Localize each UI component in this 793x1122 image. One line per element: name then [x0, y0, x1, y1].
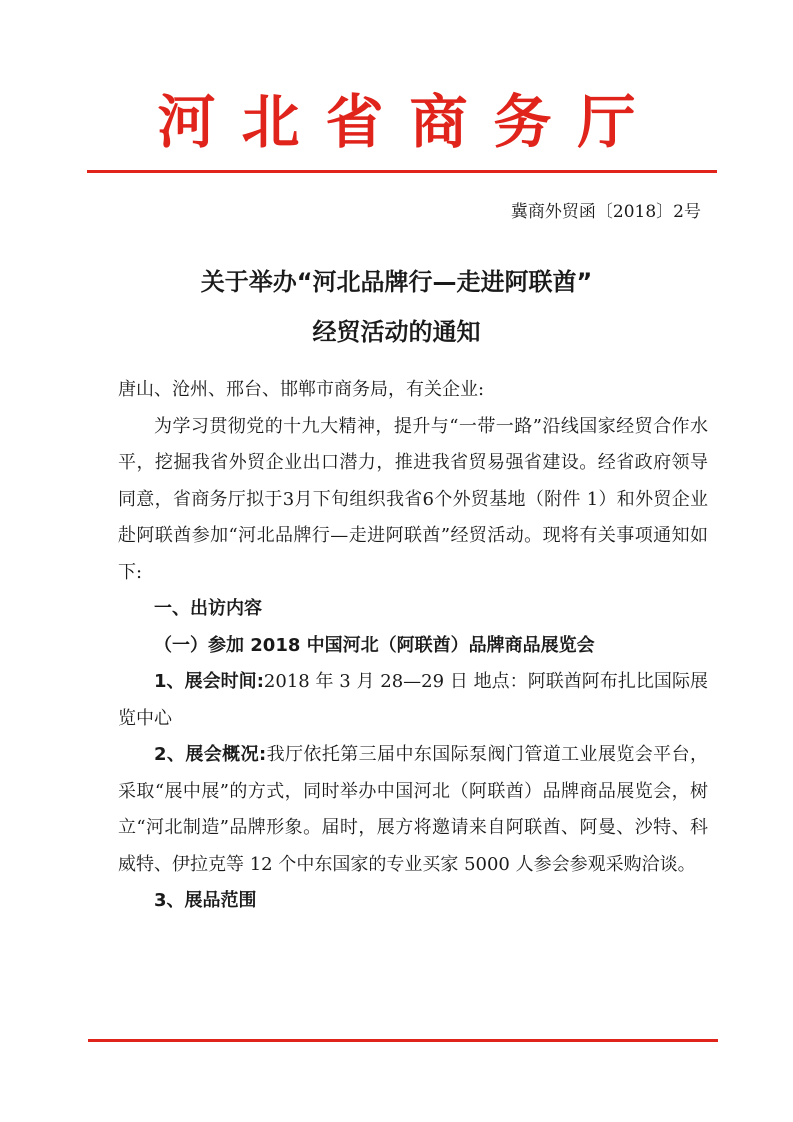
item-exhibition-overview	[118, 737, 708, 883]
item-exhibition-time	[118, 664, 708, 737]
item-exhibition-overview-label: 2、展会概况:	[154, 744, 267, 765]
letterhead-title: 河北省商务厅	[157, 88, 662, 156]
subsection-heading-exhibition: （一）参加 2018 中国河北（阿联酋）品牌商品展览会	[154, 634, 595, 656]
letterhead-red-rule	[87, 170, 717, 173]
notice-title-line-2: 经贸活动的通知	[312, 318, 481, 346]
salutation: 唐山、沧州、邢台、邯郸市商务局，有关企业:	[118, 379, 485, 400]
document-number: 冀商外贸函〔2018〕2号	[510, 202, 701, 222]
item-exhibit-scope-label: 3、展品范围	[154, 890, 257, 911]
item-exhibit-scope	[118, 883, 708, 920]
item-exhibition-overview-text: 我厅依托第三届中东国际泵阀门管道工业展览会平台，采取“展中展”的方式，同时举办中国河北（阿联酋）品牌商品展览会，树立“河北制造”品牌形象。届时，展方将邀请来自阿联酋、阿曼、沙特、科威特、伊拉克等 12 个中东国家的专业买家 5000 人参会参观采购洽谈。	[118, 744, 708, 875]
notice-body	[118, 372, 708, 920]
section-heading-visit-content: 一、出访内容	[154, 598, 262, 619]
footer-red-rule	[88, 1039, 718, 1042]
intro-paragraph: 为学习贯彻党的十九大精神，提升与“一带一路”沿线国家经贸合作水平，挖掘我省外贸企业出口潜力，推进我省贸易强省建设。经省政府领导同意，省商务厅拟于3月下旬组织我省6个外贸基地（附件 1）和外贸企业赴阿联酋参加“河北品牌行—走进阿联酋”经贸活动。现将有关事项通知如下:	[118, 415, 708, 583]
notice-title-line-1: 关于举办“河北品牌行—走进阿联酋”	[200, 268, 593, 296]
item-exhibition-time-label: 1、展会时间:	[154, 671, 264, 692]
item-exhibition-time-text: 2018 年 3 月 28—29 日 地点：阿联酋阿布扎比国际展览中心	[118, 671, 708, 729]
